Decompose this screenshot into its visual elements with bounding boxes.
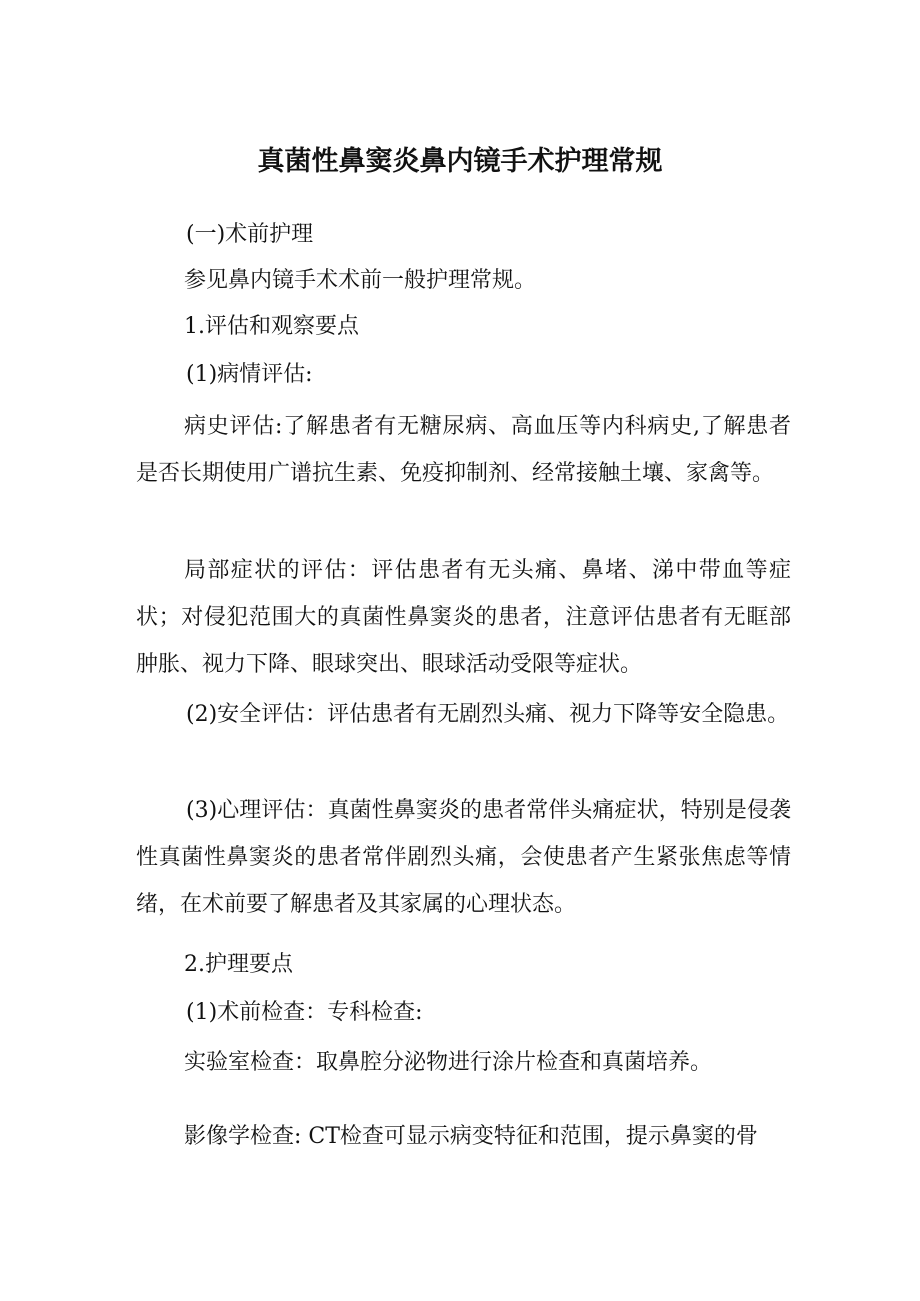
paragraph-lab-exam: 实验室检查：取鼻腔分泌物进行涂片检查和真菌培养。 (184, 1050, 713, 1075)
subheading-assessment: 1.评估和观察要点 (184, 314, 359, 339)
document-title: 真菌性鼻窦炎鼻内镜手术护理常规 (257, 146, 663, 177)
item-psychological-assessment: (3)心理评估：真菌性鼻窦炎的患者常伴头痛症状，特别是侵袭性真菌性鼻窦炎的患者常伴剧烈头痛，会使患者产生紧张焦虑等情绪，在术前要了解患者及其家属的心理状态。 (136, 798, 791, 917)
paragraph-local-symptoms: 局部症状的评估：评估患者有无头痛、鼻堵、涕中带血等症状；对侵犯范围大的真菌性鼻窦炎的患者，注意评估患者有无眶部肿胀、视力下降、眼球突出、眼球活动受限等症状。 (136, 558, 791, 677)
item-condition-assessment: (1)病情评估: (186, 362, 313, 387)
item-safety-assessment: (2)安全评估：评估患者有无剧烈头痛、视力下降等安全隐患。 (186, 702, 790, 727)
item-preop-exam: (1)术前检查：专科检查: (186, 1000, 423, 1025)
paragraph-reference: 参见鼻内镜手术术前一般护理常规。 (184, 268, 537, 293)
section-heading-preop: (一)术前护理 (186, 222, 314, 247)
paragraph-history-assessment: 病史评估:了解患者有无糖尿病、高血压等内科病史,了解患者是否长期使用广谱抗生素、免疫抑制剂、经常接触土壤、家禽等。 (136, 414, 791, 486)
paragraph-imaging-exam: 影像学检查: CT检查可显示病变特征和范围，提示鼻窦的骨 (184, 1124, 758, 1149)
subheading-care-points: 2.护理要点 (184, 952, 293, 977)
